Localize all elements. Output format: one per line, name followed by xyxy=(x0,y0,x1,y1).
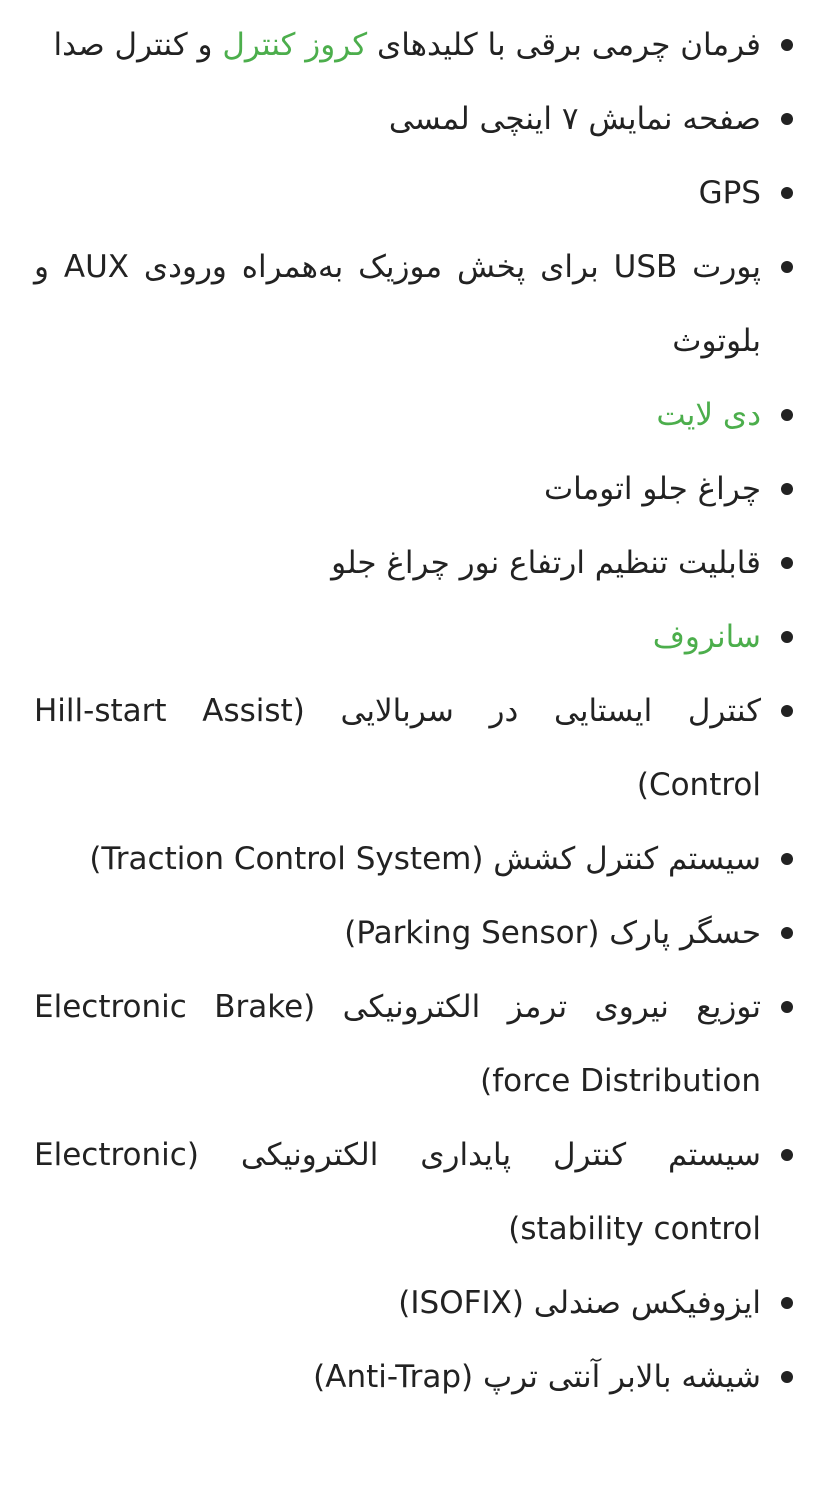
item-text: فرمان چرمی برقی با کلیدهای xyxy=(367,27,761,63)
list-item-touchscreen xyxy=(34,82,793,156)
item-text: چراغ جلو اتومات xyxy=(543,471,761,507)
item-text: توزیع نیروی ترمز الکترونیکی (Electronic Brake force Distribution) xyxy=(34,989,761,1099)
item-text: حسگر پارک (Parking Sensor) xyxy=(344,915,761,951)
bullet-icon xyxy=(781,1149,793,1161)
item-text: صفحه نمایش ۷ اینچی لمسی xyxy=(388,101,761,137)
bullet-icon xyxy=(781,557,793,569)
bullet-icon xyxy=(781,261,793,273)
list-item-headlight-height xyxy=(34,526,793,600)
item-text: سیستم کنترل پایداری الکترونیکی (Electronic stability control) xyxy=(34,1137,761,1247)
link-sunroof[interactable]: سانروف xyxy=(652,619,761,655)
item-text: سیستم کنترل کشش (Traction Control System) xyxy=(89,841,761,877)
list-item-anti-trap xyxy=(34,1340,793,1414)
bullet-icon xyxy=(781,927,793,939)
bullet-icon xyxy=(781,1371,793,1383)
bullet-icon xyxy=(781,113,793,125)
bullet-icon xyxy=(781,409,793,421)
list-item-usb xyxy=(34,230,793,378)
bullet-icon xyxy=(781,1001,793,1013)
features-list xyxy=(34,8,793,1414)
bullet-icon xyxy=(781,483,793,495)
list-item-ebd xyxy=(34,970,793,1118)
list-item-auto-headlight xyxy=(34,452,793,526)
item-text: GPS xyxy=(698,175,761,211)
list-item-gps xyxy=(34,156,793,230)
list-item-daylight xyxy=(34,378,793,452)
list-item-traction-control xyxy=(34,822,793,896)
list-item-hill-start xyxy=(34,674,793,822)
list-item-steering-wheel xyxy=(34,8,793,82)
bullet-icon xyxy=(781,853,793,865)
list-item-parking-sensor xyxy=(34,896,793,970)
item-text: شیشه بالابر آنتی ترپ (Anti-Trap) xyxy=(313,1359,761,1395)
bullet-icon xyxy=(781,39,793,51)
list-item-esc xyxy=(34,1118,793,1266)
bullet-icon xyxy=(781,1297,793,1309)
item-text: و کنترل صدا xyxy=(53,27,223,63)
bullet-icon xyxy=(781,631,793,643)
list-item-isofix xyxy=(34,1266,793,1340)
item-text: ایزوفیکس صندلی (ISOFIX) xyxy=(398,1285,761,1321)
item-text: کنترل ایستایی در سربالایی (Hill-start Assist Control) xyxy=(34,693,761,803)
item-text: قابلیت تنظیم ارتفاع نور چراغ جلو xyxy=(331,545,761,581)
bullet-icon xyxy=(781,187,793,199)
item-text: پورت USB برای پخش موزیک به‌همراه ورودی AUX و بلوتوث xyxy=(34,249,761,359)
bullet-icon xyxy=(781,705,793,717)
link-cruise-control[interactable]: کروز کنترل xyxy=(222,27,368,63)
list-item-sunroof xyxy=(34,600,793,674)
link-daylight[interactable]: دی لایت xyxy=(656,397,761,433)
